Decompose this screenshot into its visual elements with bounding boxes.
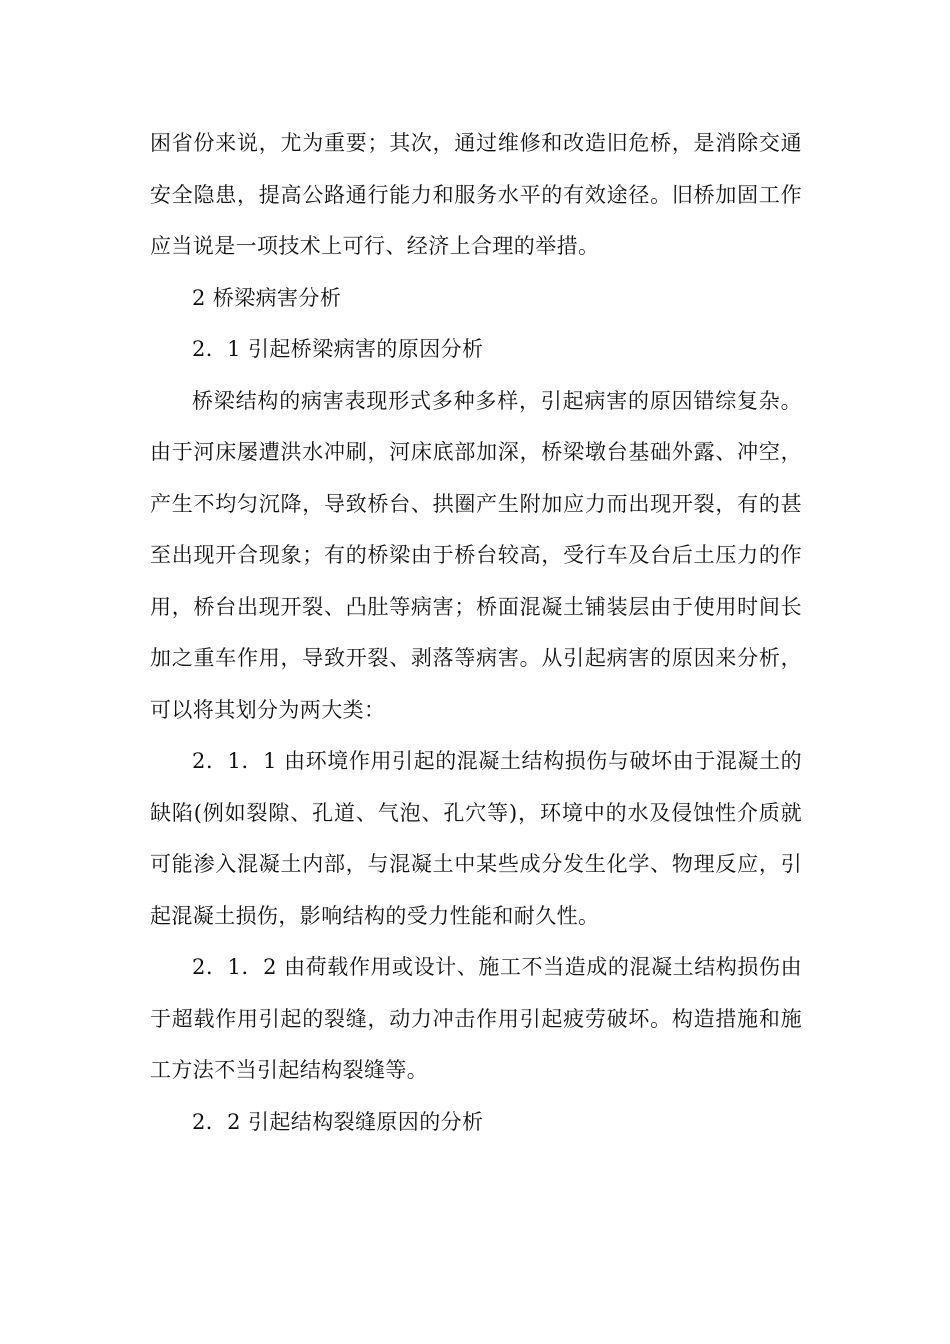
subsection-heading-2-2: 2．2 引起结构裂缝原因的分析 <box>192 1109 484 1134</box>
paragraph-bridge-damage: 桥梁结构的病害表现形式多种多样，引起病害的原因错综复杂。由于河床屡遭洪水冲刷，河床底部加深，桥梁墩台基础外露、冲空，产生不均匀沉降，导致桥台、拱圈产生附加应力而出现开裂，有的甚至出现开合现象；有的桥梁由于桥台较高，受行车及台后土压力的作用，桥台出现开裂、凸肚等病害；桥面混凝土铺装层由于使用时间长加之重车作用，导致开裂、剥落等病害。从引起病害的原因来分析，可以将其划分为两大类： <box>150 388 802 722</box>
document-body <box>150 118 802 1148</box>
subsection-heading-2-1: 2．1 引起桥梁病害的原因分析 <box>192 337 484 361</box>
paragraph-2-1-1: 2．1．1 由环境作用引起的混凝土结构损伤与破坏由于混凝土的缺陷(例如裂隙、孔道、气泡、孔穴等)，环境中的水及侵蚀性介质就可能渗入混凝土内部，与混凝土中某些成分发生化学、物理反应，引起混凝土损伤，影响结构的受力性能和耐久性。 <box>150 749 802 928</box>
paragraph-2-1-2: 2．1．2 由荷载作用或设计、施工不当造成的混凝土结构损伤由于超载作用引起的裂缝，动力冲击作用引起疲劳破坏。构造措施和施工方法不当引起结构裂缝等。 <box>150 955 802 1082</box>
section-heading-2: 2 桥梁病害分析 <box>192 285 342 310</box>
paragraph-continuation: 困省份来说，尤为重要；其次，通过维修和改造旧危桥，是消除交通安全隐患，提高公路通行能力和服务水平的有效途径。旧桥加固工作应当说是一项技术上可行、经济上合理的举措。 <box>150 131 802 258</box>
